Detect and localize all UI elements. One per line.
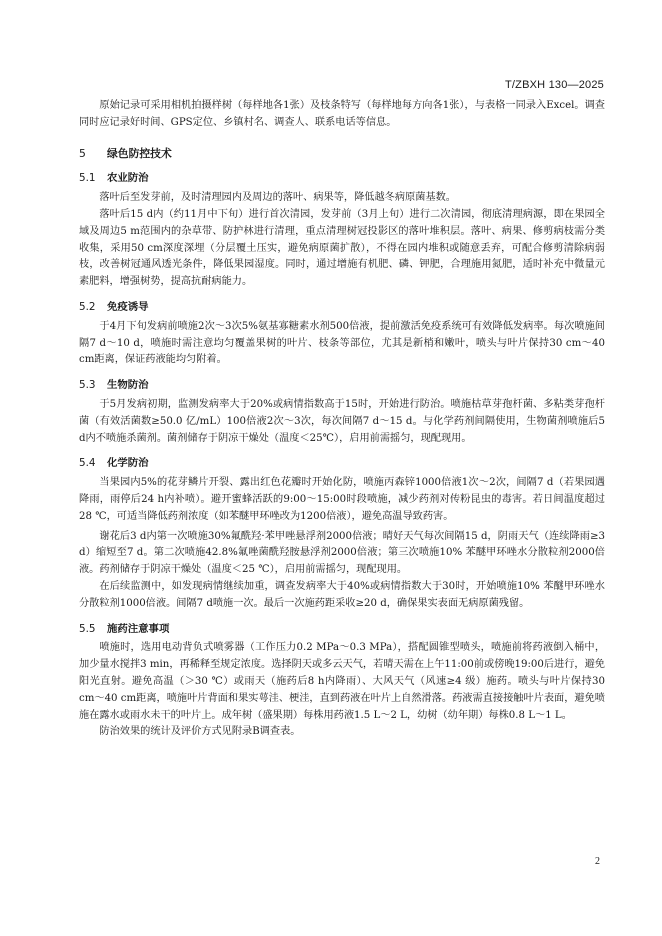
section-5-2-heading: [79, 299, 605, 316]
section-5-4-heading: [79, 455, 605, 472]
section-5-1-heading: [79, 170, 605, 187]
section-5-1-paragraph-2: 落叶后15 d内（约11月中下旬）进行首次清园，发芽前（3月上旬）进行二次清园，彻底清理病源，即在果园全域及周边5 m范围内的杂草带、防护林进行清理，重点清理树冠投影区的落叶堆积层。落叶、病果、修剪病枝需分类收集，采用50 cm深度深埋（分层覆土压实，避免病原菌扩散），不得在园内堆积或随意丢弃，可配合修剪清除病弱枝，改善树冠通风透光条件，降低果园湿度。同时，通过增施有机肥、磷、钾肥，合理施用氮肥，适时补充中微量元素肥料，增强树势，提高抗耐病能力。: [79, 208, 605, 288]
section-5-5-paragraph-1: 喷施时，选用电动背负式喷雾器（工作压力0.2 MPa～0.3 MPa），搭配圆锥型喷头，喷施前将药液倒入桶中，加少量水搅拌3 min，再稀释至规定浓度。选择阴天或多云天气，若晴天需在上午11:00前或傍晚19:00后进行，避免阳光直射。避免高温（＞30 ℃）或雨天（施药后8 h内降雨）、大风天气（风速≥4 级）施药。喷头与叶片保持30 cm～40 cm距离，喷施叶片背面和果实萼洼、梗洼，直到药液在叶片上自然滑落。药液需直接接触叶片表面，避免喷施在露水或雨水未干的叶片上。成年树（盛果期）每株用药液1.5 L～2 L，幼树（幼年期）每株0.8 L～1 L。: [79, 642, 605, 721]
page-number: 2: [595, 856, 600, 867]
section-5-4-number: 5.4: [79, 457, 96, 470]
document-body: [79, 98, 605, 741]
section-5-3-paragraph-1: 于5月发病初期，监测发病率大于20%或病情指数高于15时，开始进行防治。喷施枯草芽孢杆菌、多粘类芽孢杆菌（有效活菌数≥50.0 亿/mL）100倍液2次～3次，每次间隔7 d～15 d。与化学药剂间隔使用，生物菌剂喷施后5 d内不喷施杀菌剂。菌剂储存于阴凉干燥处（温度＜25℃），启用前需摇匀，现配现用。: [79, 398, 605, 444]
section-5-5-heading: [79, 621, 605, 638]
section-5-4-paragraph-2: 谢花后3 d内第一次喷施30%氟酰羟·苯甲唑悬浮剂2000倍液；晴好天气每次间隔15 d，阴雨天气（连续降雨≥3 d）缩短至7 d。第二次喷施42.8%氟唑菌酰羟胺悬浮剂2000倍液；第三次喷施10% 苯醚甲环唑水分散粒剂2000倍液。药剂储存于阴凉干燥处（温度＜25 ℃），启用前需摇匀，现配现用。: [79, 530, 605, 576]
section-5-5-paragraph-2: 防治效果的统计及评价方式见附录B调查表。: [99, 726, 301, 738]
intro-paragraph: 原始记录可采用相机拍摄样树（每样地各1张）及枝条特写（每样地每方向各1张），与表格一同录入Excel。调查同时应记录好时间、GPS定位、乡镇村名、调查人、联系电话等信息。: [79, 100, 605, 128]
section-5-3-number: 5.3: [79, 379, 96, 392]
section-5-4-paragraph-3: 在后续监测中，如发现病情继续加重，调查发病率大于40%或病情指数大于30时，开始喷施10% 苯醚甲环唑水分散粒剂1000倍液。间隔7 d喷施一次。最后一次施药距采收≥20 d，确保果实表面无病原菌残留。: [79, 580, 605, 609]
section-5-2-paragraph-1: 于4月下旬发病前喷施2次～3次5%氨基寡糖素水剂500倍液，提前激活免疫系统可有效降低发病率。每次喷施间隔7 d～10 d，喷施时需注意均匀覆盖果树的叶片、枝条等部位，尤其是新梢和嫩叶，喷头与叶片保持30 cm～40 cm距离，保证药液能均匀附着。: [79, 320, 605, 366]
section-5-3-title: 生物防治: [107, 379, 149, 392]
section-5-3-heading: [79, 377, 605, 394]
section-5-1-title: 农业防治: [107, 172, 149, 185]
section-5-title: 绿色防控技术: [107, 146, 172, 160]
standard-code-header: T/ZBXH 130—2025: [505, 79, 604, 91]
section-5-2-title: 免疫诱导: [107, 300, 149, 313]
section-5-5-number: 5.5: [79, 622, 96, 635]
section-5-4-title: 化学防治: [107, 457, 149, 470]
section-5-2-number: 5.2: [79, 300, 96, 313]
section-5-1-paragraph-1: 落叶后至发芽前，及时清理园内及周边的落叶、病果等，降低越冬病原菌基数。: [99, 192, 456, 204]
section-5-heading: [79, 146, 605, 163]
section-5-5-title: 施药注意事项: [107, 622, 170, 635]
section-5-4-paragraph-1: 当果园内5%的花芽鳞片开裂、露出红色花瓣时开始化防，喷施丙森锌1000倍液1次～2次，间隔7 d（若果园遇降雨，雨停后24 h内补喷）。避开蜜蜂活跃的9:00～15:00时段喷施，减少药剂对传粉昆虫的毒害。若日间温度超过28 ℃，可适当降低药剂浓度（如苯醚甲环唑改为1200倍液），避免高温导致药害。: [79, 477, 605, 522]
section-5-number: 5: [79, 146, 86, 160]
section-5-1-number: 5.1: [79, 172, 96, 185]
